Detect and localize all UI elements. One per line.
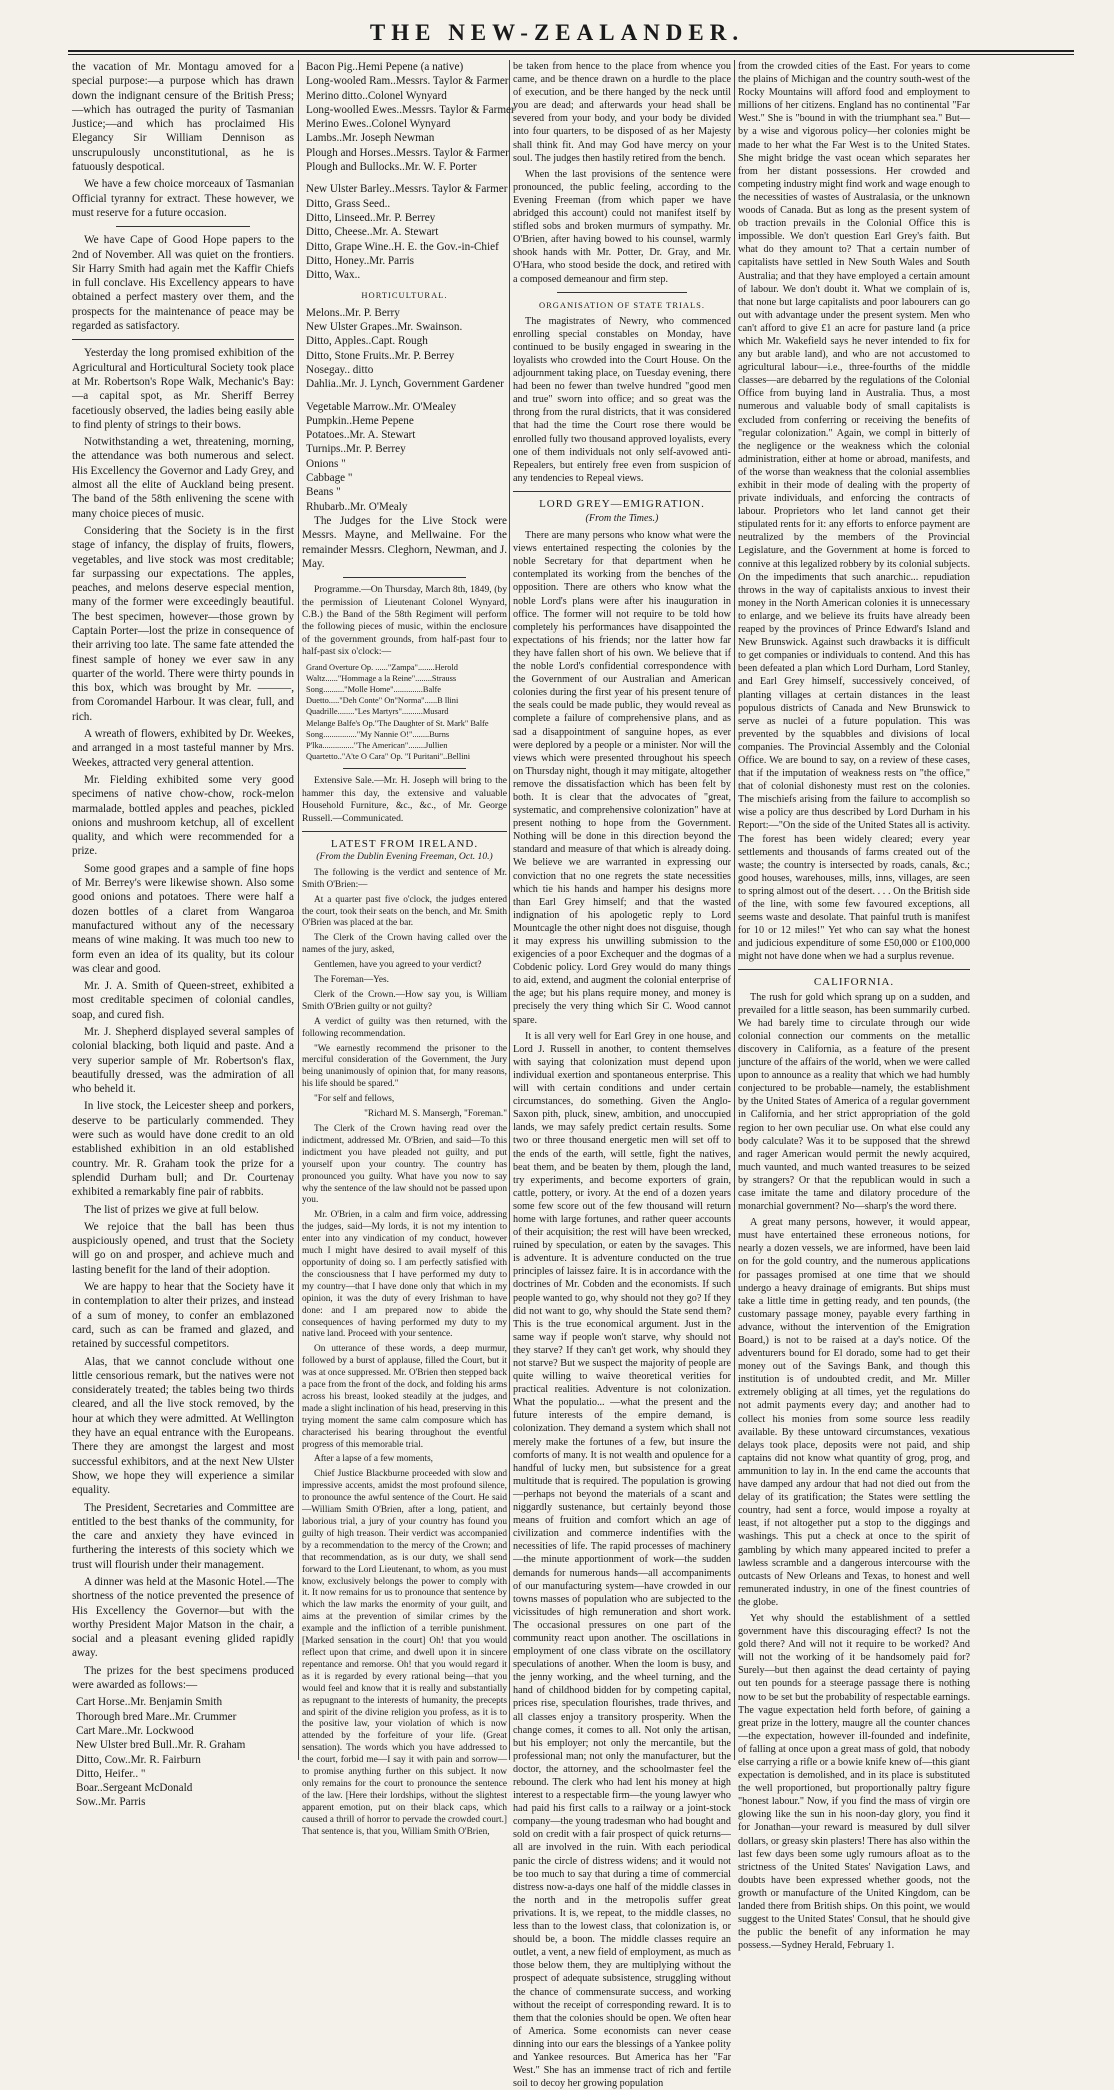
article-paragraph: A verdict of guilty was then returned, with the following recommendation. [302,1016,507,1039]
list-item: Ditto, Cheese..Mr. A. Stewart [306,226,439,239]
list-item: Ditto, Grape Wine..H. E. the Gov.-in-Chief [306,240,499,253]
article-paragraph: A dinner was held at the Masonic Hotel.—The shortness of the notice prevented the presence of His Excellency the Governor—but with the worthy President Major Matson in the chair, a social and a pleasant evening glided rapidly away. [72,1575,294,1660]
list-item: Boar..Sergeant McDonald [76,1782,193,1795]
article-paragraph: After a lapse of a few moments, [314,1454,434,1465]
list-item: New Ulster bred Bull..Mr. R. Graham [76,1739,246,1752]
article-paragraph: Notwithstanding a wet, threatening, morning, the attendance was both numerous and select. His Excellency the Governor and Lady Grey, and almost all the elite of Auckland being present. The band of the 58th enlivening the scene with many choice pieces of music. [72,436,294,520]
list-item: Cart Horse..Mr. Benjamin Smith [76,1696,223,1709]
article-paragraph: The magistrates of Newry, who commenced enrolling special constables on Monday, have continued to be busily engaged in swearing in the loyalists who crowded into the Court House. On the adjournment taking place, on Tuesday evening, there had been no fewer than twelve hundred "good men and true" sworn into office; and so great was the throng from the rural districts, that it was considered that had the time the Court rose there would be enrolled fully two thousand approved loyalists, every one of them individuals not only self-avowed anti-Repealers, but entirely free even from suspicion of any tendencies to Repeal views. [513,315,731,484]
list-item: Merino Ewes..Colonel Wynyard [306,118,451,131]
article-paragraph: There are many persons who know what were the views entertained respecting the colonies by the noble Secretary for that department when he contemplated its working from the benches of the opposition. There are others who know what the noble Lord's plans were after his inauguration in office. The former will not require to be told how completely his performances have disappointed the expectations of his friends; nor the latter how far they have fallen short of his own. We believe that if the noble Lord's confidential correspondence with the Government of our Australian and American colonies during the first year of his present tenure of the seals could be made public, they would reveal as complete a failure of comprehensive plans, and as sad a disappointment of sanguine hopes, as ever were deplored by a people or a minister. Nor will the views which were presented throughout his speech on Thursday night, though it may mitigate, altogether remove the dissatisfaction which has been felt by both. It is clear that the advocates of "great, systematic, and comprehensive colonization" have at present nothing to hope from the Government. Nothing will be done in this direction beyond the standard and measure of that which is already doing. We believe we are warranted in expressing our conviction that no one regrets the state necessities which tie his hands and hamper his designs more than Earl Grey himself; and that the wasted indignation of his apologetic reply to Lord Mountcagle the other night does not disguise, though it may express his unwilling submission to the exigencies of a poor Exchequer and the dogmas of a Cobdenic policy. Lord Grey would do many things to aid, extend, and augment the colonial enterprise of the age; but his plans require money, and money is precisely the very thing which Sir C. Wood cannot spare. [513,530,731,1026]
top-rule [68,50,1074,52]
prize-list [302,182,507,282]
list-item: Ditto, Cow..Mr. R. Fairburn [76,1753,201,1766]
list-item: Long-wooled Ram..Messrs. Taylor & Farmer [306,75,509,88]
divider [557,292,688,293]
article-paragraph: Mr. Fielding exhibited some very good specimens of native chow-chow, rock-melon marmalade, bottled apples and peaches, pickled onions and mushroom ketchup, all of excellent quality, and which were recommended for a prize. [72,773,294,858]
list-item: Dahlia..Mr. J. Lynch, Government Gardener [306,378,504,391]
article-paragraph: The Judges for the Live Stock were Messrs. Mayne, and Mellwaine. For the remainder Messrs. Cleghorn, Newman, and J. May. [302,514,507,570]
prize-list [302,306,507,392]
article-paragraph: "For self and fellows, [314,1094,395,1105]
list-item: Waltz......"Hommage a la Reine"........Strauss [306,673,457,683]
article-paragraph: It is all very well for Earl Grey in one house, and Lord J. Russell in another, to content themselves with saying that colonization must depend upon individual exertion and spontaneous enterprise. This will with certain conditions and under certain circumstances, do something. Given the Anglo-Saxon pith, pluck, sinew, ambition, and unoccupied lands, we may safely predict certain results. Some two or three thousand energetic men will set off to the ends of the earth, will settle, fight the natives, beat them, and be beaten by them, plough the land, try experiments, and become exporters of grain, cattle, pottery, or ivory. At the end of a dozen years some few score out of the few thousand will return home with large fortunes, and rather queer accounts of their acquisition; the rest will have been wrecked, ruined by speculation, or eaten by the savages. This is adventure. It is adventure conducted on the true principles of laissez faire. It is in accordance with the doctrines of Mr. Cobden and the economists. If such people wanted to go, why should not they go? If they did not want to go, why should the State send them? This is the true economical argument. Just in the same way if people won't starve, why should not they starve? If they can't get work, why should they not starve? But we suspect the majority of people are quite willing to waive theoretical verities for practical realities. Adventure is not colonization. What the populatio... —what the present and the future interests of the empire demand, is colonization. They demand a system which shall not merely make the fortunes of a few, but insure the comforts of many. It is not wealth and opulence for a handful of lucky men, but subsistence for a great multitude that is required. The population is growing—perhaps not beyond the materials of a scant and niggardly sustenance, but certainly beyond those means of fruition and comfort which an age of civilization and commerce indentifies with the necessities of life. The rapid processes of machinery—the minute apportionment of work—the sudden demands for numerous hands—all accompaniments of our manufacturing system—have crowded in our towns masses of population who are subjected to the vicissitudes of high remuneration and short work. The occasional pressures on one part of the community react upon another. The oscillations in employment of one class vibrate on the oscillatory speculations of another. When the loom is busy, and the jenny working, and the wheel turning, and the hand of childhood bidden for by competing capital, prices rise, speculation flourishes, trade thrives, and all classes enjoy a transitory prosperity. When the change comes, it comes to all. Not only the artisan, but his employer; not only the mercantile, but the professional man; not only the manufacturer, but the doctor, the attorney, and the schoolmaster feel the rebound. The clerk who had lent his money at high interest to a respectable firm—the young lawyer who had paid his first calls to a railway or a joint-stock company—the young tradesman who had bought and sold on credit with a fair prospect of quick returns—all are involved in the ruin. With each periodical panic the circle of distress widens; and it would not be too much to say that during a time of commercial distress now-a-days one half of the middle classes in the north and in the metropolis suffer great privations. It is, we repeat, to the middle classes, no less than to the lowest class, that colonization is, or should be, a boon. The middle classes require an outlet, a vent, a new field of employment, as much as those below them, they are multiplying without the prospect of adequate subsistence, struggling without the chance of commensurate success, and working without the receipt of corresponding reward. It is to them that the colonies should be open. We often hear of America. Some economists can never cease dinning into our ears the blessings of a Yankee polity and Yankee resources. But America has her "Far West." She has an immense tract of rich and fertile soil to decoy her growing population [513,1030,731,2090]
masthead: THE NEW-ZEALANDER. [369,20,745,45]
article-paragraph: The list of prizes we give at full below. [84,1203,259,1216]
article-paragraph: When the last provisions of the sentence were pronounced, the public feeling, according to the Evening Freeman (from which paper we have abridged this account) could not manifest itself by stifled sobs and broken murmurs of sympathy. Mr. O'Brien, after having bowed to his counsel, warmly shook hands with Mr. Potter, Dr. Gray, and Mr. O'Hara, who stood beside the dock, and retired with a composed demeanour and firm step. [513,168,731,285]
article-paragraph: The following is the verdict and sentence of Mr. Smith O'Brien:— [302,867,507,890]
article-paragraph: We rejoice that the ball has been thus auspiciously opened, and trust that the Society will go on and prosper, and achieve much and lasting benefit for the land of their adoption. [72,1220,294,1276]
list-item: Potatoes..Mr. A. Stewart [306,429,416,442]
divider [116,226,249,227]
section-heading: ORGANISATION OF STATE TRIALS. [538,299,706,310]
column-4 [738,60,971,1952]
divider [738,969,970,970]
list-item: Plough and Horses..Messrs. Taylor & Farmer [306,146,509,159]
article-paragraph: The Clerk of the Crown having called over the names of the jury, asked, [302,933,507,956]
article-paragraph: At a quarter past five o'clock, the judges entered the court, took their seats on the bench, and Mr. Smith O'Brien was placed at the bar. [302,894,507,929]
column-2 [302,60,515,1837]
list-item: Duetto....."Deh Conte" On"Norma"......B llini [306,696,459,706]
list-item: Long-woolled Ewes..Messrs. Taylor & Farmer [306,103,515,116]
list-item: Quadrille........"Les Martyrs"..........Musard [306,707,449,717]
list-item: Nosegay.. ditto [306,363,374,376]
article-paragraph: Considering that the Society is in the first stage of infancy, the display of fruits, flowers, vegetables, and live stock was most creditable; far surpassing our expectations. The apples, peaches, and melons deserve especial mention, many of the former were exceedingly beautiful. The best specimen, however—those grown by Captain Porter—lost the prize in consequence of their arriving too late. The same fate attended the finest sample of honey we ever saw in any quarter of the world. There were thirty pounds in this box, which was brought by Mr. ———, from Coromandel Harbour. It was clear, full, and rich. [72,524,294,723]
article-paragraph: On utterance of these words, a deep murmur, followed by a burst of applause, filled the Court, but it was at once suppressed. Mr. O'Brien then stepped back a pace from the front of the dock, and folding his arms across his breast, looked steadily at the judges, and made a slight inclination of his head, preserving in this trying moment the same calm composure which has characterised his bearing throughout the eventful progress of this memorable trial. [302,1344,507,1450]
article-paragraph: In live stock, the Leicester sheep and porkers, deserve to be particularly commended. They were such as would have done credit to an old established exhibition in an old established country. Mr. R. Graham took the prize for a splendid Durham bull; and Dr. Courtenay exhibited a remarkably fine pair of rabbits. [72,1100,294,1199]
prize-list [302,60,515,174]
section-subheading: (From the Dublin Evening Freeman, Oct. 10.) [316,851,493,863]
divider [343,577,466,578]
list-item: Sow..Mr. Parris [76,1796,146,1809]
article-paragraph: The Foreman—Yes. [314,975,389,986]
article-paragraph: Gentlemen, have you agreed to your verdict? [314,960,482,971]
article-paragraph: Yet why should the establishment of a settled government have this discouraging effect? Is not the gold there? And will not it require to be worked? And will not the working of it be handsomely paid for? Surely—but then against the dead certainty of paying out ten pounds for a steerage passage there is nothing now to be set but the probability of respectable earnings. The vague expectation held forth before, of gaining a great prize in the lottery, maugre all the counter chances—the expectation, however ill-founded and indefinite, of falling at once upon a great mass of gold, that nobody else carrying a rifle or a bowie knife knew of—this giant expectation is demolished, and in its place is substituted the well proportioned, but proportionally paltry figure "honest labour." Now, if you find the mass of virgin ore glowing like the sun in his noon-day glory, you find it for Jonathan—your reward is measured by dull silver dollars, or greasy skin plasters! There has also within the last few days been some ugly rumours afloat as to the strictness of the United States' Navigation Laws, and doubts have been expressed whether goods, not the growth or manufacture of the United Kingdom, can be landed there from British ships. On this point, we would suggest to the United States' Consul, that he should give the public the benefit of any information he may possess.—Sydney Herald, February 1. [738,1612,970,1952]
list-item: Rhubarb..Mr. O'Mealy [306,500,408,513]
list-item: New Ulster Barley..Messrs. Taylor & Farmer [306,183,508,196]
section-heading: LORD GREY—EMIGRATION. [539,497,705,510]
article-paragraph: The President, Secretaries and Committee are entitled to the best thanks of the community, for the care and anxiety they have evinced in furthering the interests of this society which we trust will flourish under their management. [72,1501,294,1571]
section-heading: LATEST FROM IRELAND. [330,837,479,850]
programme-list [302,662,507,763]
prize-list [72,1695,294,1809]
column-divider [509,60,510,1760]
list-item: Ditto, Honey..Mr. Parris [306,254,415,267]
column-divider [298,60,299,1760]
article-paragraph: "Richard M. S. Mansergh, "Foreman." [364,1109,507,1120]
list-item: Ditto, Linseed..Mr. P. Berrey [306,211,436,224]
article-paragraph: Alas, that we cannot conclude without one little censorious remark, but the natives were not considerately treated; the tables being two thirds cleared, and all the live stock removed, by the hour at which they were admitted. At Wellington they have an equal entrance with the Europeans. There they are amongst the largest and most successful exhibitors, and at the next New Ulster Show, we hope they will experience a similar equality. [72,1355,294,1497]
article-paragraph: "We earnestly recommend the prisoner to the merciful consideration of the Government, the Jury being unanimously of opinion that, for many reasons, his life should be spared." [302,1043,507,1090]
article-paragraph: The rush for gold which sprang up on a sudden, and prevailed for a little season, has been summarily curbed. We had barely time to circulate through our wide colonial connection our comments on the metallic discovery in California, as a feature of the present juncture of the affairs of the world, when we were called upon to announce as a reality that which we had humbly conjectured to be probable—namely, the establishment by the United States of America of a regular government in California, and her strict appropriation of the gold region to her own peculiar use. On what else could any body calculate? Was it to be supposed that the shrewd and rager American would permit the newly acquired, much vaunted, and much wanted treasures to be seized by strangers? Or that the republican would in such a case imitate the tame and dilatory procedure of the monarchial government? No—sharp's the word there. [738,991,970,1213]
section-subheading: (From the Times.) [585,513,659,524]
list-item: P'lka..............."The American"........Jullien [306,740,448,750]
divider [302,831,507,832]
section-heading: CALIFORNIA. [813,976,895,989]
list-item: Ditto, Wax.. [306,269,361,282]
article-paragraph: We are happy to hear that the Society have it in contemplation to alter their prizes, and instead of a sum of money, to confer an emblazoned card, such as can be framed and glazed, and retained by successful competitors. [72,1281,294,1351]
article-paragraph: Mr. J. A. Smith of Queen-street, exhibited a most creditable specimen of colonial candles, soap, and cured fish. [72,980,294,1021]
list-item: Onions " [306,457,346,470]
column-3 [513,60,731,2090]
article-paragraph: We have a few choice morceaux of Tasmanian Official tyranny for extract. These however, we must reserve for a future occasion. [72,178,294,219]
list-item: Melange Balfe's Op."The Daughter of St. Mark" Balfe [306,718,489,728]
list-item: Quartetto.."A'te O Cara" Op. "I Puritani"..Bellini [306,752,471,762]
divider [343,768,466,769]
list-item: Pumpkin..Heme Pepene [306,414,414,427]
list-item: Cabbage " [306,472,353,485]
list-item: Melons..Mr. P. Berry [306,306,400,319]
article-paragraph: from the crowded cities of the East. For years to come the plains of Michigan and the country south-west of the Rocky Mountains will afford food and employment to millions of her citizens. England has no continental "Far West." She is "bound in with the triumphant sea." But—by a wise and vigorous policy—her colonies might be made to her what the Far West is to the United States. She might bridge the vast ocean which separates her from her distant possessions. Her crowded and competing industry might find work and wage enough to the necessities of wastes of Australasia, or the unknown woods of Canada. But as long as the present system of ob traction prevails in the Colonial Office this is impossible. We don't question Earl Grey's faith. But what do they amount to? That a certain number of capitalists have settled in New South Wales and South Australia; and that they have employed a certain amount of labour. We don't doubt it. What we complain of is, that none but large capitalists and poor labourers can go out with advantage under the present system. Men who can't afford to give £1 an acre for pasture land (a price which Mr. Wakefield says he never intended to fix for any but arable land), and who are not accustomed to agricultural labour—i.e., three-fourths of the middle classes—are debarred by the regulations of the Colonial Office from buying land in Australia. Thus, a most numerous and valuable body of small capitalists is excluded from conferring or receiving the benefits of "regular colonization." Again, we compl in bitterly of the negligence or the weakness which the colonial administration, either at home or abroad, manifests, and of the worse than weakness that the colonial assemblies exhibit in their mode of dealing with the property of private individuals, and enforcing the contracts of labour. Proprietors who let land cannot get their stipulated rents for it: any efforts to enforce payment are neutralized by the members of the Provincial Legislature, and the Government at home is forced to connive at this legalized robbery by its colonial subjects. On the impediments that such anarchic... repudiation throws in the way of capitalists anxious to invest their money in the North American colonies it is unnecessary to enlarge, and we believe its fruits have already been reaped by the provinces of Prince Edward's Island and New Brunswick. Against such drawbacks it is difficult to get companies or individuals to contend. And this has been defeated a plan which Lord Durham, Lord Stanley, and Earl Grey himself, successively conceived, of planting villages at certain distances in the least populous districts of Canada and New Brunswick to serve as nuclei of a future population. This was prevented by the squabbles and divisions of local companies. The Provincial Assembly and the Colonial Office. We are bound to say, on a review of these cases, that if the imputation of weakness rests on "the office," that of colonial dishonesty must rest on the colonies. The mischiefs arising from the failure to accomplish so wise a policy are thus described by Lord Durham in his Report:—"On the side of the United States all is activity. The forest has been widely cleared; every year settlements and thousands of farms created out of the waste; the country is intersected by roads, canals, &c.; good houses, warehouses, mills, inns, villages, are seen to spring almost out of the desert. . . . On the British side of the line, with some few favoured exceptions, all seems waste and desolate. That painful truth is manifest for 10 or 12 miles!" Yet who can say what the honest and judicious expenditure of some £50,000 or £100,000 might not have done when we had a surplus revenue. [738,61,971,963]
list-item: Ditto, Grass Seed.. [306,197,391,210]
list-item: New Ulster Grapes..Mr. Swainson. [306,321,463,334]
list-item: Beans " [306,486,341,499]
list-item: Ditto, Heifer.. " [76,1767,146,1780]
prize-list [302,400,507,514]
list-item: Merino ditto..Colonel Wynyard [306,89,447,102]
article-paragraph: Some good grapes and a sample of fine hops of Mr. Berrey's were likewise shown. Also some good onions and potatoes. There were half a dozen bottles of a claret from Wangaroa manufactured without any of the necessary means of wine making. It was much too new to form even an idea of its quality, but its colour was clear and good. [72,862,294,975]
article-paragraph: be taken from hence to the place from whence you came, and be thence drawn on a hurdle to the place of execution, and be there hanged by the neck until you are dead; and afterwards your head shall be severed from your body, and your body be divided into four quarters, to be disposed of as her Majesty shall think fit. And may God have mercy on your soul. The judges then hastily retired from the bench. [513,61,731,164]
column-divider [734,60,735,1760]
divider [72,339,294,340]
article-paragraph: Extensive Sale.—Mr. H. Joseph will bring to the hammer this day, the extensive and valuable Household Furniture, &c., &c., of Mr. George Russell.—Communicated. [302,775,507,824]
article-paragraph: Mr. O'Brien, in a calm and firm voice, addressing the judges, said—My lords, it is not my intention to enter into any vindication of my conduct, however much I might have desired to avail myself of this opportunity of doing so. I am perfectly satisfied with the consciousness that I have performed my duty to my country—that I have done only that which in my opinion, it was the duty of every Irishman to have done: and I am prepared now to abide the consequences of having performed my duty to my native land. Proceed with your sentence. [302,1210,507,1340]
list-item: Thorough bred Mare..Mr. Crummer [76,1710,237,1723]
article-paragraph: Mr. J. Shepherd displayed several samples of colonial blacking, both liquid and paste. And a very superior sample of Mr. Robertson's flax, beautifully dressed, was the admiration of all who beheld it. [72,1026,294,1096]
list-item: Bacon Pig..Hemi Pepene (a native) [306,61,464,73]
article-paragraph: Programme.—On Thursday, March 8th, 1849, (by the permission of Lieutenant Colonel Wynyard, C.B.) the Band of the 58th Regiment will perform the following pieces of music, within the enclosure of the government grounds, from half-past four to half-past six o'clock:— [302,584,507,658]
list-item: Ditto, Apples..Capt. Rough [306,335,428,348]
list-item: Song................"My Nannie O!"........Burns [306,729,450,739]
list-item: Cart Mare..Mr. Lockwood [76,1724,194,1737]
article-paragraph: Yesterday the long promised exhibition of the Agricultural and Horticultural Society took place at Mr. Robertson's Rope Walk, Mechanic's Bay:—a capital spot, as Mr. Sheriff Berrey facetiously observed, the ladies being easily able to find plenty of strings to their bows. [72,347,294,431]
list-item: Lambs..Mr. Joseph Newman [306,132,435,145]
list-item: Ditto, Stone Fruits..Mr. P. Berrey [306,349,455,362]
top-rule-thin [68,54,1074,55]
list-item: Grand Overture Op. ......"Zampa"........Herold [306,662,458,672]
list-item: Turnips..Mr. P. Berrey [306,443,406,456]
list-item: Plough and Bullocks..Mr. W. F. Porter [306,161,477,174]
divider [513,491,731,492]
article-paragraph: A wreath of flowers, exhibited by Dr. Weekes, and arranged in a most tasteful manner by Mrs. Weekes, attracted very general attention. [72,728,294,769]
article-paragraph: Clerk of the Crown.—How say you, is William Smith O'Brien guilty or not guilty? [302,989,507,1012]
list-item: Song.........."Molle Home"..............Balfe [306,684,442,694]
article-paragraph: We have Cape of Good Hope papers to the 2nd of November. All was quiet on the frontiers. Sir Harry Smith had again met the Kaffir Chiefs in full conclave. His Excellency appears to have obtained a perfect mastery over them, and the prospects for the maintenance of peace may be regarded as satisfactory. [72,234,294,333]
article-paragraph: The Clerk of the Crown having read over the indictment, addressed Mr. O'Brien, and said—To this indictment you have pleaded not guilty, and put yourself upon your country. The country has pronounced you guilty. What have you now to say why the sentence of the law should not be passed upon you. [302,1124,507,1206]
ireland-article [302,868,507,1839]
section-heading: HORTICULTURAL. [361,290,448,301]
article-paragraph: the vacation of Mr. Montagu amoved for a special purpose:—a purpose which has drawn down the indignant censure of the British Press;—which has outraged the purity of Tasmanian Justice;—and which has proclaimed His Elegancy Sir William Dennison as unscrupulously unconstitutional, as he is fatuously despotical. [72,61,294,174]
article-paragraph: The prizes for the best specimens produced were awarded as follows:— [72,1664,294,1692]
column-1 [72,60,294,1809]
article-paragraph: A great many persons, however, it would appear, must have entertained these erroneous notions, for nearly a dozen vessels, we are informed, have been laid on for the gold country, and the numerous applications for passages promised at one time that we should undergo a heavy drainage of emigrants. But ships must take a little time in getting ready, and ten pounds, (the customary passage money, payable every farthing in advance, without the intervention of the Emigration Board,) is not to be raised at a day's notice. Of the adventurers bound for El dorado, some had to get their money out of the Savings Bank, and though this institution is of undoubted credit, and Mr. Miller extremely obliging at all times, yet the regulations do not admit payments every day; and another had to collect his monies from some source less readily available. By these untoward circumstances, vexatious delays took place, deposits were not paid, and ship captains did not know what quantity of grog, prog, and ammunition to lay in. In the end came the accounts that have damped any ardour that had not died out from the delay of its gratification; the States were settling the country, had sent a force, would impose a royalty at least, if not altogether put a stop to the diggings and washings. This put a check at once to the spirit of gambling by which many appeared incited to prefer a lawless scramble and a dangerous intercourse with the outcasts of New Orleans and Texas, to honest and well remunerated industry, in one of the finest countries of the globe. [738,1217,970,1608]
article-paragraph: Chief Justice Blackburne proceeded with slow and impressive accents, amidst the most profound silence, to pronounce the awful sentence of the Court. He said—William Smith O'Brien, after a long, patient, and laborious trial, a jury of your country has found you guilty of high treason. Their verdict was accompanied by a recommendation to the mercy of the Crown; and that recommendation, as is our duty, we shall send forward to the Lord Lieutenant, to whom, as you must know, exclusively belongs the power to comply with it. It now remains for us to pronounce that sentence by which the law marks the enormity of your guilt, and aims at the prevention of similar crimes by the example and the infliction of a terrible punishment. [Marked sensation in the court] Oh! that you would reflect upon that crime, and dwell upon it in sincere repentance and remorse. Oh! that you would regard it as it is regarded by every rational being—that you would feel and know that it is really and substantially as repugnant to the interests of humanity, the precepts and spirit of the divine religion you profess, as it is to the positive law, your violation of which is now attended by the forfeiture of your life. (Great sensation). The words which you have addressed to the court, forbid me—I say it with pain and sorrow—to promise anything further on this subject. It now only remains for the court to pronounce the sentence of the law. [Here their lordships, without the slightest apparent emotion, put on their black caps, which caused a thrill of horror to pervade the crowded court.] That sentence is, that you, William Smith O'Brien, [302,1469,507,1837]
list-item: Vegetable Marrow..Mr. O'Mealey [306,400,457,413]
